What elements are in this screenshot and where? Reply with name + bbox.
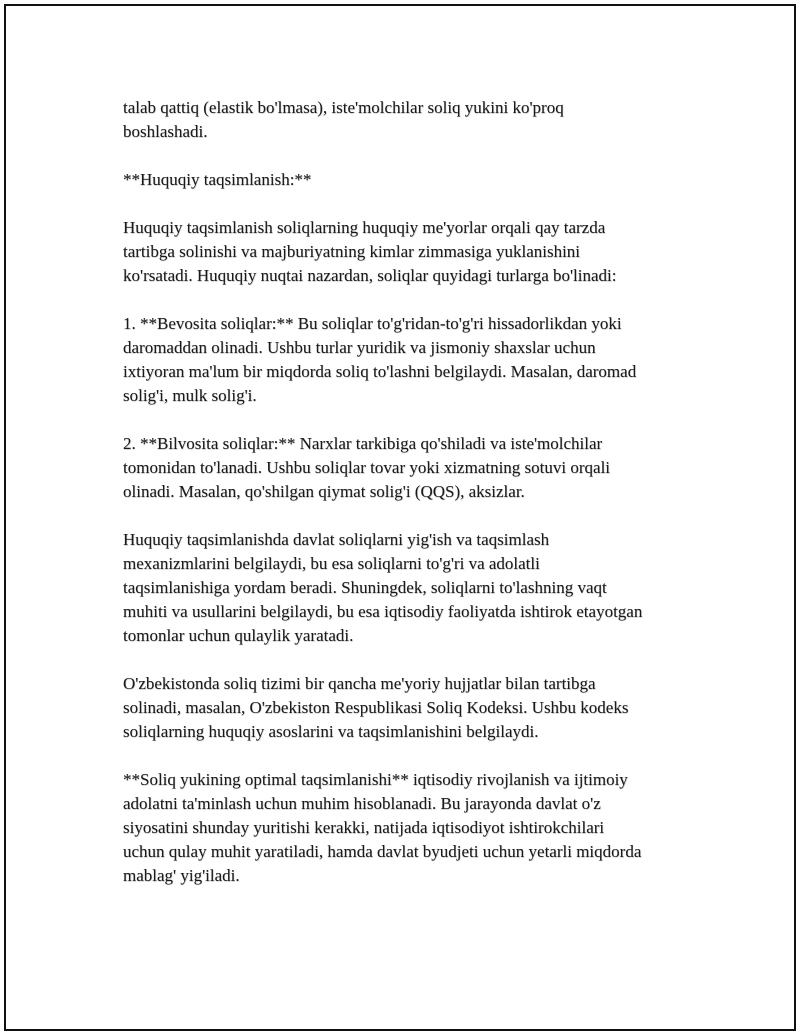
- section-heading-legal-distribution: [123, 168, 703, 192]
- text-line: boshlashadi.: [123, 122, 208, 141]
- text-line: **Soliq yukining optimal taqsimlanishi** iqtisodiy rivojlanish va ijtimoiy: [123, 770, 628, 789]
- text-line: taqsimlanishiga yordam beradi. Shuningdek, soliqlarni to'lashning vaqt: [123, 578, 607, 597]
- text-line: O'zbekistonda soliq tizimi bir qancha me'yoriy hujjatlar bilan tartibga: [123, 674, 596, 693]
- list-item-indirect-taxes: [123, 432, 703, 504]
- paragraph-uzbekistan-tax-system: [123, 672, 703, 744]
- text-line: Huquqiy taqsimlanishda davlat soliqlarni yig'ish va taqsimlash: [123, 530, 550, 549]
- text-line: daromaddan olinadi. Ushbu turlar yuridik va jismoniy shaxslar uchun: [123, 338, 596, 357]
- text-line: adolatni ta'minlash uchun muhim hisoblanadi. Bu jarayonda davlat o'z: [123, 794, 601, 813]
- text-line: tomonidan to'lanadi. Ushbu soliqlar tovar yoki xizmatning sotuvi orqali: [123, 458, 611, 477]
- page-frame: [4, 4, 796, 1031]
- text-line: tartibga solinishi va majburiyatning kimlar zimmasiga yuklanishini: [123, 242, 581, 261]
- text-line: ko'rsatadi. Huquqiy nuqtai nazardan, soliqlar quyidagi turlarga bo'linadi:: [123, 266, 617, 285]
- text-line: Huquqiy taqsimlanish soliqlarning huquqiy me'yorlar orqali qay tarzda: [123, 218, 606, 237]
- text-line: muhiti va usullarini belgilaydi, bu esa iqtisodiy faoliyatda ishtirok etayotgan: [123, 602, 643, 621]
- paragraph-optimal-distribution: [123, 768, 703, 888]
- text-line: uchun qulay muhit yaratiladi, hamda davlat byudjeti uchun yetarli miqdorda: [123, 842, 642, 861]
- text-line: **Huquqiy taqsimlanish:**: [123, 170, 312, 189]
- text-line: tomonlar uchun qulaylik yaratadi.: [123, 626, 354, 645]
- text-line: mexanizmlarini belgilaydi, bu esa soliqlarni to'g'ri va adolatli: [123, 554, 540, 573]
- text-line: solinadi, masalan, O'zbekiston Respublikasi Soliq Kodeksi. Ushbu kodeks: [123, 698, 629, 717]
- paragraph-legal-distribution-intro: [123, 216, 703, 288]
- document-body: [123, 96, 703, 912]
- text-line: 2. **Bilvosita soliqlar:** Narxlar tarkibiga qo'shiladi va iste'molchilar: [123, 434, 603, 453]
- text-line: talab qattiq (elastik bo'lmasa), iste'molchilar soliq yukini ko'proq: [123, 98, 564, 117]
- text-line: soliqlarning huquqiy asoslarini va taqsimlanishini belgilaydi.: [123, 722, 539, 741]
- text-line: ixtiyoran ma'lum bir miqdorda soliq to'lashni belgilaydi. Masalan, daromad: [123, 362, 637, 381]
- text-line: olinadi. Masalan, qo'shilgan qiymat solig'i (QQS), aksizlar.: [123, 482, 525, 501]
- list-item-direct-taxes: [123, 312, 703, 408]
- paragraph-state-mechanisms: [123, 528, 703, 648]
- text-line: siyosatini shunday yuritishi kerakki, natijada iqtisodiyot ishtirokchilari: [123, 818, 605, 837]
- text-line: solig'i, mulk solig'i.: [123, 386, 257, 405]
- paragraph-tax-burden-continuation: [123, 96, 703, 144]
- text-line: 1. **Bevosita soliqlar:** Bu soliqlar to'g'ridan-to'g'ri hissadorlikdan yoki: [123, 314, 622, 333]
- text-line: mablag' yig'iladi.: [123, 866, 240, 885]
